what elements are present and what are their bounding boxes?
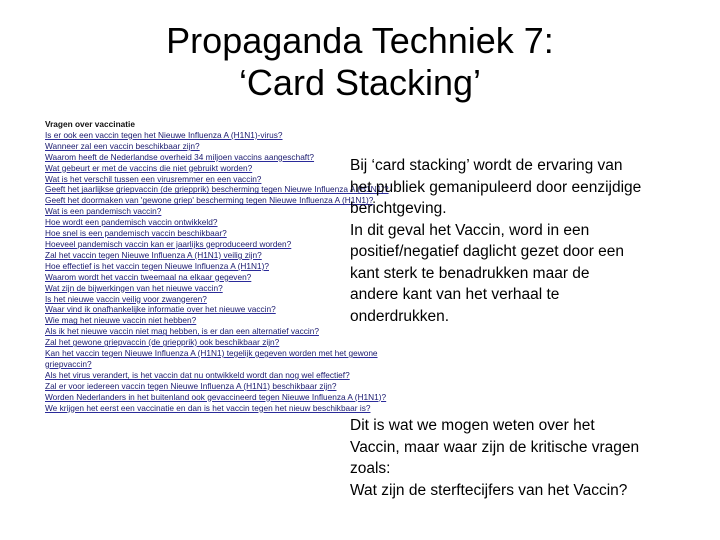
faq-question-link[interactable]: Wat zijn de bijwerkingen van het nieuwe vaccin? — [45, 282, 223, 293]
explanation-line: positief/negatief daglicht gezet door een — [350, 243, 625, 260]
explanation-line: kant sterk te benadrukken maar de — [350, 264, 590, 282]
slide-title-line-2: ‘Card Stacking’ — [238, 62, 482, 103]
faq-question-link[interactable]: Waarom heeft de Nederlandse overheid 34 miljoen vaccins aangeschaft? — [45, 151, 315, 162]
faq-question-link[interactable]: Waar vind ik onafhankelijke informatie over het nieuwe vaccin? — [45, 304, 276, 315]
faq-question-link[interactable]: Zal er voor iedereen vaccin tegen Nieuwe Influenza A (H1N1) beschikbaar zijn? — [45, 380, 337, 391]
explanation-line: andere kant van het verhaal te — [350, 286, 560, 303]
explanation-line: onderdrukken. — [350, 307, 450, 325]
faq-question-list — [45, 129, 389, 414]
faq-question-link[interactable]: Wat gebeurt er met de vaccins die niet gebruikt worden? — [45, 162, 253, 173]
critical-question-line: Wat zijn de sterftecijfers van het Vaccin? — [350, 481, 628, 499]
faq-question-link[interactable]: Kan het vaccin tegen Nieuwe Influenza A (H1N1) tegelijk gegeven worden met het gewone — [45, 348, 378, 359]
faq-question-link[interactable]: We krijgen het eerst een vaccinatie en dan is het vaccin tegen het nieuw beschikbaar is? — [45, 402, 371, 413]
slide-title — [0, 20, 720, 104]
critical-question-line: Vaccin, maar waar zijn de kritische vragen — [350, 438, 640, 456]
explanation-line: het publiek gemanipuleerd door eenzijdige — [350, 178, 642, 196]
slide-title-line-1: Propaganda Techniek 7: — [166, 20, 554, 61]
faq-question-link[interactable]: Wat is het verschil tussen een virusremmer en een vaccin? — [45, 173, 262, 184]
faq-question-link[interactable]: Hoe wordt een pandemisch vaccin ontwikkeld? — [45, 217, 218, 228]
faq-question-link[interactable]: Wat is een pandemisch vaccin? — [45, 206, 162, 217]
faq-question-link[interactable]: Hoeveel pandemisch vaccin kan er jaarlijks geproduceerd worden? — [45, 238, 292, 249]
faq-question-link[interactable]: Hoe snel is een pandemisch vaccin beschikbaar? — [45, 228, 227, 239]
faq-question-link[interactable]: griepvaccin? — [45, 358, 92, 369]
faq-question-link[interactable]: Waarom wordt het vaccin tweemaal na elkaar gegeven? — [45, 271, 252, 282]
faq-question-link[interactable]: Is er ook een vaccin tegen het Nieuwe Influenza A (H1N1)-virus? — [45, 129, 283, 140]
faq-question-link[interactable]: Wanneer zal een vaccin beschikbaar zijn? — [45, 140, 200, 151]
faq-question-link[interactable]: Is het nieuwe vaccin veilig voor zwangeren? — [45, 293, 207, 304]
faq-question-link[interactable]: Wie mag het nieuwe vaccin niet hebben? — [45, 315, 197, 326]
faq-screenshot — [45, 119, 389, 413]
critical-question-line: zoals: — [350, 460, 391, 477]
faq-heading: Vragen over vaccinatie — [45, 119, 135, 129]
faq-question-link[interactable]: Worden Nederlanders in het buitenland ook gevaccineerd tegen Nieuwe Influenza A (H1N1)? — [45, 391, 387, 402]
faq-question-link[interactable]: Geeft het jaarlijkse griepvaccin (de griepprik) bescherming tegen Nieuwe Influenza A (H1N1)? — [45, 184, 389, 195]
critical-question-text — [350, 415, 700, 501]
faq-question-link[interactable]: Als het virus verandert, is het vaccin dat nu ontwikkeld wordt dan nog wel effectief? — [45, 369, 350, 380]
faq-question-link[interactable]: Hoe effectief is het vaccin tegen Nieuwe Influenza A (H1N1)? — [45, 260, 269, 271]
explanation-line: Bij ‘card stacking’ wordt de ervaring van — [350, 157, 623, 174]
faq-question-link[interactable]: Geeft het doormaken van 'gewone griep' bescherming tegen Nieuwe Influenza A (H1N1)? — [45, 195, 374, 206]
faq-question-link[interactable]: Zal het vaccin tegen Nieuwe Influenza A (H1N1) veilig zijn? — [45, 249, 262, 260]
faq-question-link[interactable]: Als ik het nieuwe vaccin niet mag hebben, is er dan een alternatief vaccin? — [45, 326, 319, 337]
explanation-line: In dit geval het Vaccin, word in een — [350, 221, 590, 239]
explanation-line: berichtgeving. — [350, 200, 447, 217]
critical-question-line: Dit is wat we mogen weten over het — [350, 417, 595, 434]
explanation-text — [350, 155, 700, 327]
faq-question-link[interactable]: Zal het gewone griepvaccin (de griepprik) ook beschikbaar zijn? — [45, 337, 280, 348]
